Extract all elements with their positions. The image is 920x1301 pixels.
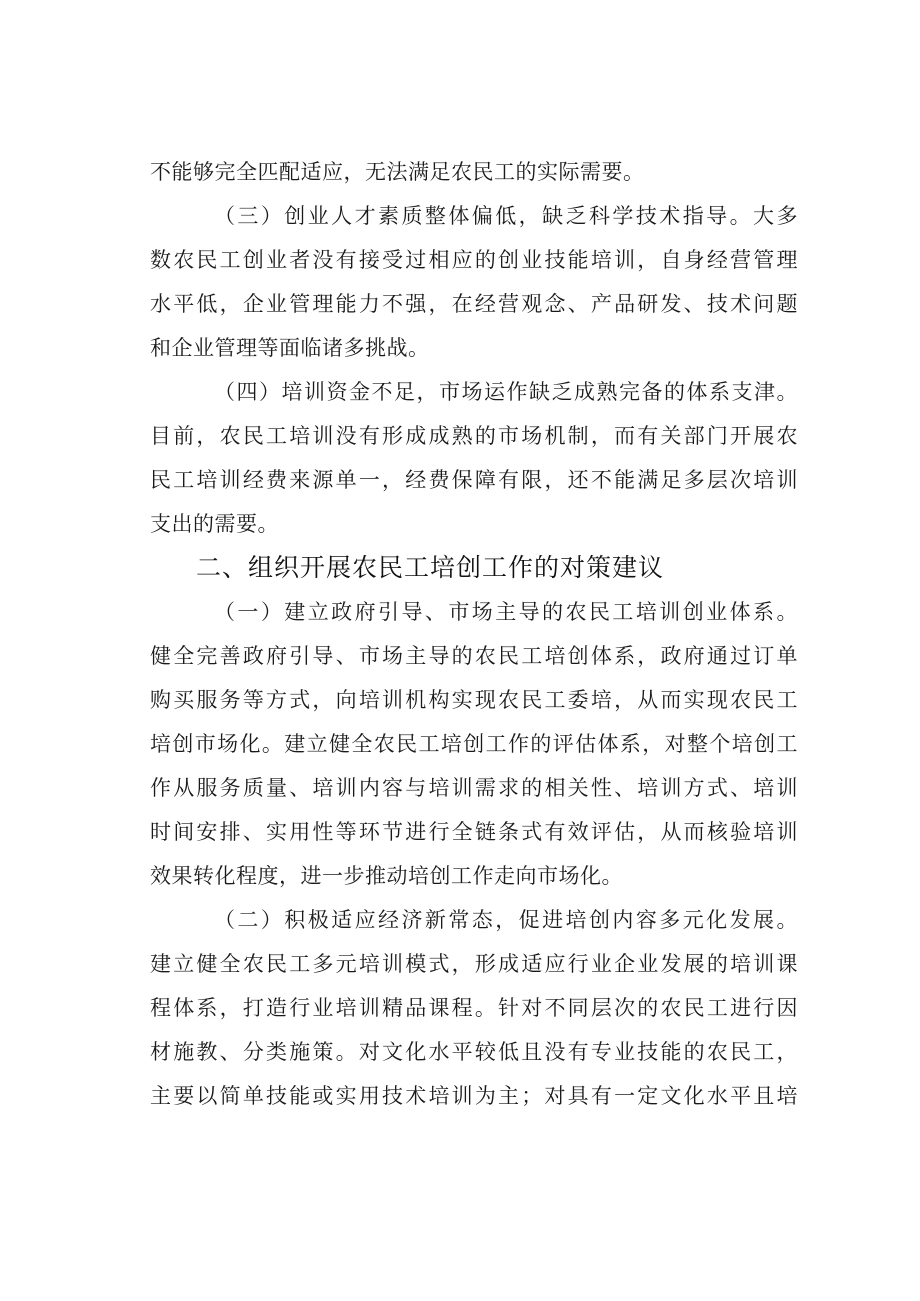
paragraph-line: （二）积极适应经济新常态，促进培创内容多元化发展。 [214,908,798,932]
paragraph-line: （一）建立政府引导、市场主导的农民工培训创业体系。 [214,600,798,624]
paragraph-line: 健全完善政府引导、市场主导的农民工培创体系，政府通过订单 [150,644,798,668]
paragraph-line: 作从服务质量、培训内容与培训需求的相关性、培训方式、培训 [150,776,798,800]
paragraph-line: 时间安排、实用性等环节进行全链条式有效评估，从而核验培训 [150,820,798,844]
paragraph-line: 主要以简单技能或实用技术培训为主；对具有一定文化水平且培 [150,1084,798,1108]
paragraph-line: 建立健全农民工多元培训模式，形成适应行业企业发展的培训课 [150,952,798,976]
paragraph-line: 购买服务等方式，向培训机构实现农民工委培，从而实现农民工 [150,688,798,712]
paragraph-line: 程体系，打造行业培训精品课程。针对不同层次的农民工进行因 [150,996,798,1020]
paragraph-line: 培创市场化。建立健全农民工培创工作的评估体系，对整个培创工 [150,732,798,756]
paragraph-line: 水平低，企业管理能力不强，在经营观念、产品研发、技术问题 [150,292,798,316]
section-heading: 二、组织开展农民工培创工作的对策建议 [196,553,665,582]
paragraph-line: 民工培训经费来源单一，经费保障有限，还不能满足多层次培训 [150,468,798,492]
paragraph-line: 效果转化程度，进一步推动培创工作走向市场化。 [150,864,623,888]
paragraph-line: 数农民工创业者没有接受过相应的创业技能培训，自身经营管理 [150,248,798,272]
paragraph-line: 不能够完全匹配适应，无法满足农民工的实际需要。 [150,160,645,184]
paragraph-line: （三）创业人才素质整体偏低，缺乏科学技术指导。大多 [214,204,798,228]
paragraph-line: 目前，农民工培训没有形成成熟的市场机制，而有关部门开展农 [150,424,798,448]
paragraph-line: 材施教、分类施策。对文化水平较低且没有专业技能的农民工， [150,1040,798,1064]
paragraph-line: 和企业管理等面临诸多挑战。 [150,336,430,360]
paragraph-line: 支出的需要。 [150,512,279,536]
paragraph-line: （四）培训资金不足，市场运作缺乏成熟完备的体系支津。 [214,380,798,404]
